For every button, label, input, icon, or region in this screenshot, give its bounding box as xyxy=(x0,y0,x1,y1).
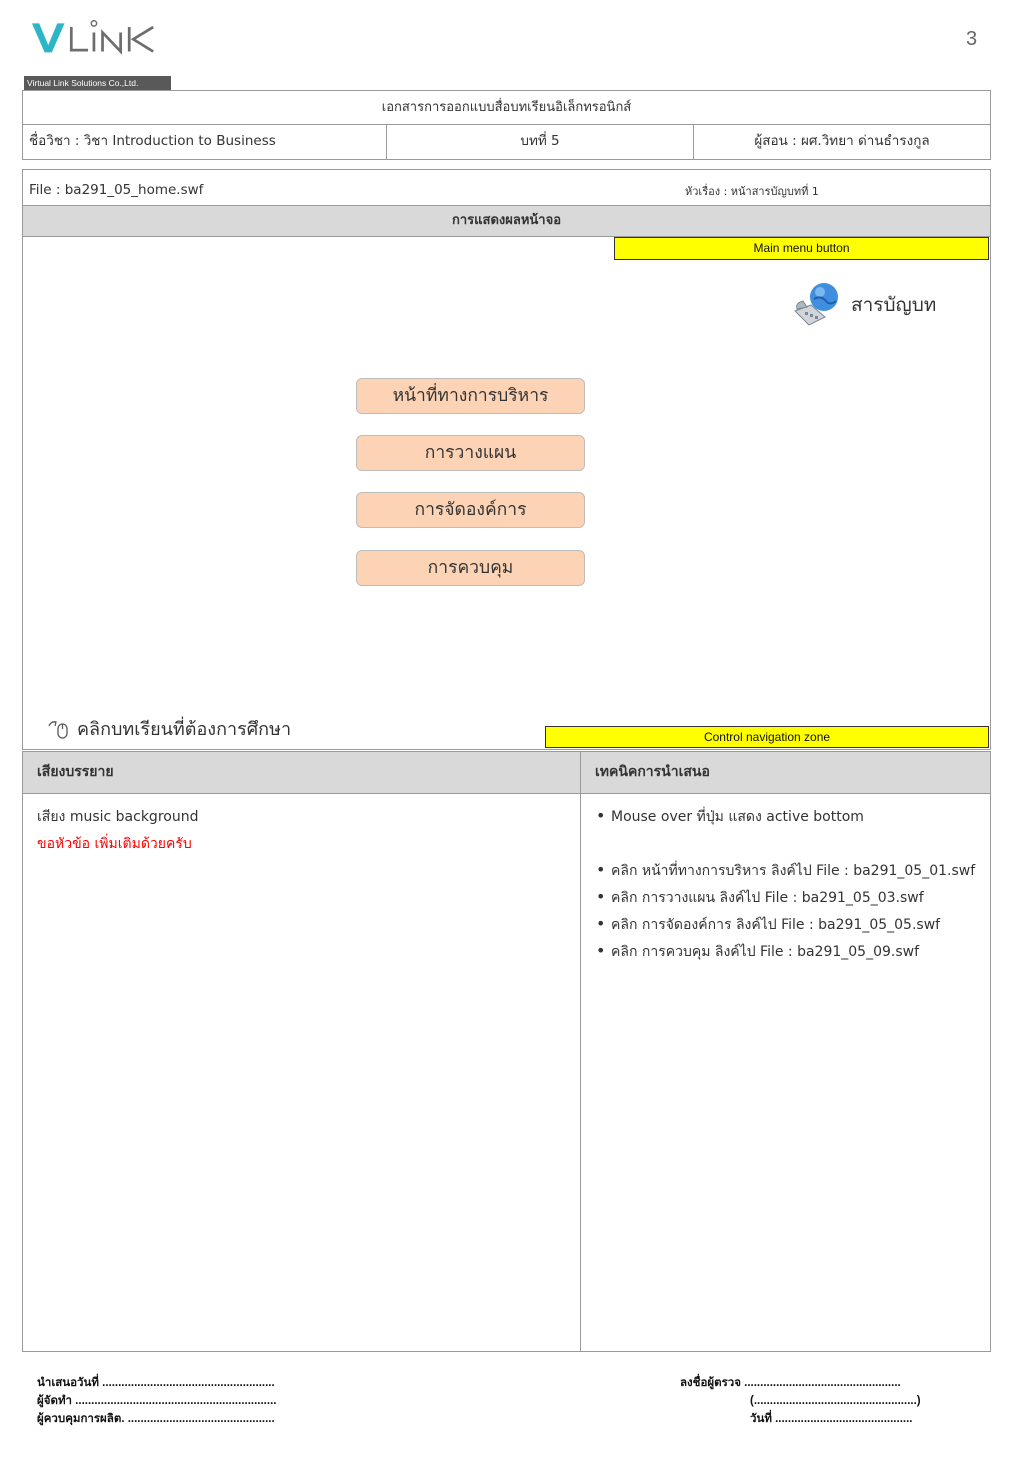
header-info-row xyxy=(23,125,990,159)
maker-line: ผู้จัดทำ ............................................................... xyxy=(37,1395,277,1407)
phone-globe-icon xyxy=(791,279,843,331)
logo-tagline: Virtual Link Solutions Co.,Ltd. xyxy=(24,76,171,91)
chapter-number: บทที่ 5 xyxy=(387,125,694,159)
vlink-logo xyxy=(23,16,173,88)
file-info-row xyxy=(23,170,990,205)
narration-note: ขอหัวข้อ เพิ่มเติมด้วยครับ xyxy=(37,836,192,852)
list-item: • คลิก หน้าที่ทางการบริหาร ลิงค์ไป File : ba291_05_01.swf xyxy=(596,858,990,885)
main-menu-zone-label: Main menu button xyxy=(614,237,989,260)
presented-date-line: นำเสนอวันที่ ...................................................... xyxy=(37,1377,275,1389)
footer-signoff-right xyxy=(680,1374,921,1428)
menu-button-controlling[interactable]: การควบคุม xyxy=(356,550,585,586)
screen-preview xyxy=(23,237,990,749)
page-number: 3 xyxy=(966,28,978,50)
list-item: • คลิก การวางแผน ลิงค์ไป File : ba291_05_03.swf xyxy=(596,885,990,912)
narration-line: เสียง music background xyxy=(37,809,199,825)
menu-button-planning[interactable]: การวางแผน xyxy=(356,435,585,471)
footer-signoff-left xyxy=(37,1374,276,1428)
reviewer-name-parenthesis: (...................................................) xyxy=(750,1395,921,1407)
control-navigation-zone-label: Control navigation zone xyxy=(545,726,989,748)
reviewer-signature-line: ลงชื่อผู้ตรวจ ................................................. xyxy=(680,1377,901,1389)
mouse-click-icon xyxy=(47,718,69,740)
screen-storyboard xyxy=(22,169,991,750)
vlink-logo-mark xyxy=(23,18,173,56)
technique-column xyxy=(581,752,990,1351)
narration-technique-table xyxy=(22,751,991,1352)
subject-name: ชื่อวิชา : วิชา Introduction to Business xyxy=(23,125,387,159)
list-item: • คลิก การจัดองค์การ ลิงค์ไป File : ba291_05_05.swf xyxy=(596,912,990,939)
technique-heading: เทคนิคการนำเสนอ xyxy=(581,752,990,794)
document-header xyxy=(22,90,991,160)
production-controller-line: ผู้ควบคุมการผลิต. .............................................. xyxy=(37,1413,275,1425)
menu-button-management-functions[interactable]: หน้าที่ทางการบริหาร xyxy=(356,378,585,414)
topic-label: หัวเรื่อง : หน้าสารบัญบทที่ 1 xyxy=(685,185,819,198)
instructor-name: ผู้สอน : ผศ.วิทยา ด่านธำรงกูล xyxy=(754,133,930,149)
toc-button[interactable] xyxy=(791,279,936,331)
list-item: • คลิก การควบคุม ลิงค์ไป File : ba291_05_09.swf xyxy=(596,939,990,966)
review-date-line: วันที่ ........................................... xyxy=(750,1413,913,1425)
display-section-title: การแสดงผลหน้าจอ xyxy=(23,205,990,237)
menu-button-organizing[interactable]: การจัดองค์การ xyxy=(356,492,585,528)
click-hint-text: คลิกบทเรียนที่ต้องการศึกษา xyxy=(77,719,292,740)
narration-body xyxy=(23,794,580,868)
narration-column xyxy=(23,752,581,1351)
list-item: • Mouse over ที่ปุ่ม แสดง active bottom xyxy=(596,804,990,831)
document-title: เอกสารการออกแบบสื่อบทเรียนอิเล็กทรอนิกส์ xyxy=(23,91,990,125)
narration-heading: เสียงบรรยาย xyxy=(23,752,580,794)
toc-label: สารบัญบท xyxy=(851,294,937,316)
file-name: File : ba291_05_home.swf xyxy=(29,182,204,198)
click-hint xyxy=(47,714,291,743)
technique-list xyxy=(581,794,990,966)
